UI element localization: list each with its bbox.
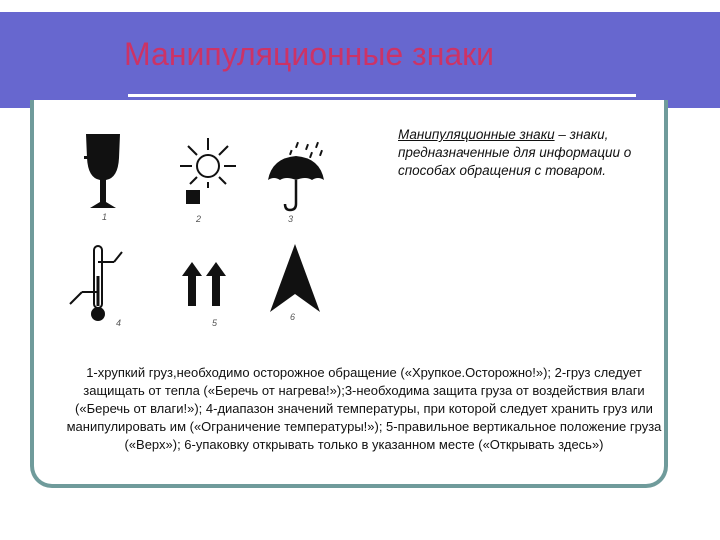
thermometer-icon: [64, 240, 128, 330]
fragile-glass-icon: [78, 128, 128, 214]
umbrella-rain-icon: [262, 140, 332, 216]
signs-description: 1-хрупкий груз,необходимо осторожное обращение («Хрупкое.Осторожно!»); 2-груз следует защищать от тепла («Беречь от нагрева!»);3-необходима защита груза от воздействия влаги («Беречь от влаги!»); 4-диапазон значений температуры, при которой следует хранить груз или манипулировать им («Ограничение температуры!»); 5-правильное вертикальное положение груза («Верх»); 6-упаковку открывать только в указанном месте («Открывать здесь»): [66, 365, 662, 452]
sign-number-6: 6: [290, 312, 296, 322]
header-right-block: [684, 12, 720, 108]
sign-number-2: 2: [196, 214, 202, 224]
title-underline: [128, 94, 636, 97]
open-here-arrow-icon: [266, 242, 324, 318]
sun-heat-icon: [170, 132, 246, 212]
definition-term: Манипуляционные знаки: [398, 127, 555, 142]
slide-title: Манипуляционные знаки: [124, 36, 495, 72]
sign-number-3: 3: [288, 214, 294, 224]
up-arrows-icon: [180, 262, 230, 310]
definition-rest: – знаки, предназначенные для информации о способах обращения с товаром.: [398, 127, 632, 178]
sign-number-1: 1: [102, 212, 108, 222]
sign-number-5: 5: [212, 318, 218, 328]
definition-text: [398, 126, 648, 180]
sign-number-4: 4: [116, 318, 122, 328]
